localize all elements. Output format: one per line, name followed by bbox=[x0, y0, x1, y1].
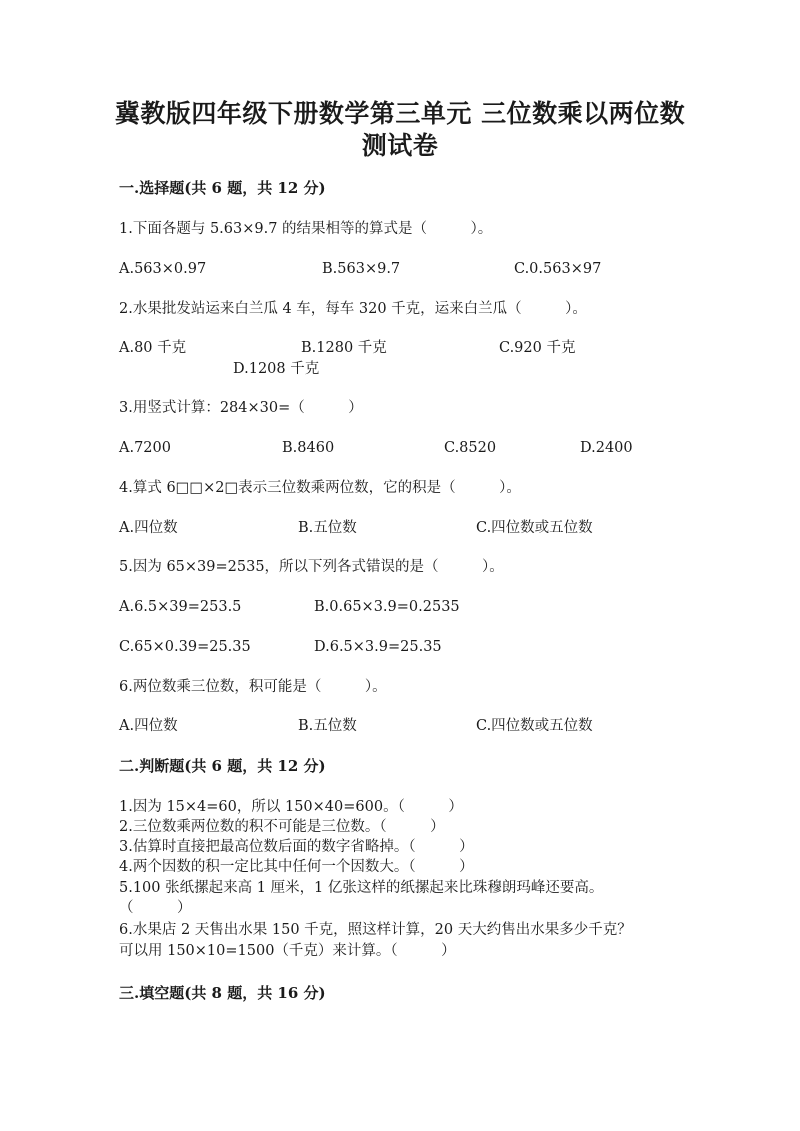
judgement-6-continued: 可以用 150×10=1500（千克）来计算。（ ） bbox=[119, 943, 456, 959]
option-4c[interactable]: C.四位数或五位数 bbox=[476, 520, 593, 536]
judgement-1: 1.因为 15×4=60，所以 150×40=600。（ ） bbox=[119, 799, 463, 815]
option-3b[interactable]: B.8460 bbox=[282, 440, 335, 456]
question-6: 6.两位数乘三位数，积可能是（ ）。 bbox=[119, 679, 387, 695]
option-2d[interactable]: D.1208 千克 bbox=[233, 361, 320, 377]
question-1: 1.下面各题与 5.63×9.7 的结果相等的算式是（ ）。 bbox=[119, 221, 493, 237]
page-title-line-2: 测试卷 bbox=[361, 131, 439, 160]
question-4: 4.算式 6□□×2□表示三位数乘两位数，它的积是（ ）。 bbox=[119, 480, 521, 496]
option-1b[interactable]: B.563×9.7 bbox=[322, 261, 401, 277]
option-6b[interactable]: B.五位数 bbox=[298, 718, 357, 734]
option-4b[interactable]: B.五位数 bbox=[298, 520, 357, 536]
section-heading-fill-in: 三.填空题(共 8 题，共 16 分) bbox=[119, 984, 326, 1002]
option-3a[interactable]: A.7200 bbox=[119, 440, 171, 456]
judgement-2: 2.三位数乘两位数的积不可能是三位数。（ ） bbox=[119, 819, 445, 835]
option-3d[interactable]: D.2400 bbox=[580, 440, 633, 456]
option-1c[interactable]: C.0.563×97 bbox=[514, 261, 602, 277]
judgement-4: 4.两个因数的积一定比其中任何一个因数大。（ ） bbox=[119, 859, 474, 875]
option-5a[interactable]: A.6.5×39=253.5 bbox=[119, 599, 242, 615]
question-5: 5.因为 65×39=2535，所以下列各式错误的是（ ）。 bbox=[119, 559, 504, 575]
section-heading-judgement: 二.判断题(共 6 题，共 12 分) bbox=[119, 757, 326, 775]
option-5c[interactable]: C.65×0.39=25.35 bbox=[119, 639, 251, 655]
option-2b[interactable]: B.1280 千克 bbox=[301, 340, 387, 356]
judgement-3: 3.估算时直接把最高位数后面的数字省略掉。（ ） bbox=[119, 839, 474, 855]
option-6a[interactable]: A.四位数 bbox=[119, 718, 178, 734]
option-5b[interactable]: B.0.65×3.9=0.2535 bbox=[314, 599, 460, 615]
option-6c[interactable]: C.四位数或五位数 bbox=[476, 718, 593, 734]
option-5d[interactable]: D.6.5×3.9=25.35 bbox=[314, 639, 442, 655]
page-title-line-1: 冀教版四年级下册数学第三单元 三位数乘以两位数 bbox=[114, 99, 686, 128]
option-2c[interactable]: C.920 千克 bbox=[499, 340, 576, 356]
judgement-5-blank[interactable]: （ ） bbox=[119, 900, 192, 916]
section-heading-choice: 一.选择题(共 6 题，共 12 分) bbox=[119, 179, 326, 197]
judgement-5: 5.100 张纸摞起来高 1 厘米，1 亿张这样的纸摞起来比珠穆朗玛峰还要高。 bbox=[119, 880, 604, 896]
question-3: 3.用竖式计算：284×30=（ ） bbox=[119, 400, 363, 416]
question-2: 2.水果批发站运来白兰瓜 4 车，每车 320 千克，运来白兰瓜（ ）。 bbox=[119, 301, 587, 317]
option-3c[interactable]: C.8520 bbox=[444, 440, 497, 456]
judgement-6: 6.水果店 2 天售出水果 150 千克，照这样计算，20 天大约售出水果多少千克？ bbox=[119, 922, 632, 938]
option-1a[interactable]: A.563×0.97 bbox=[119, 261, 207, 277]
option-2a[interactable]: A.80 千克 bbox=[119, 340, 187, 356]
option-4a[interactable]: A.四位数 bbox=[119, 520, 178, 536]
